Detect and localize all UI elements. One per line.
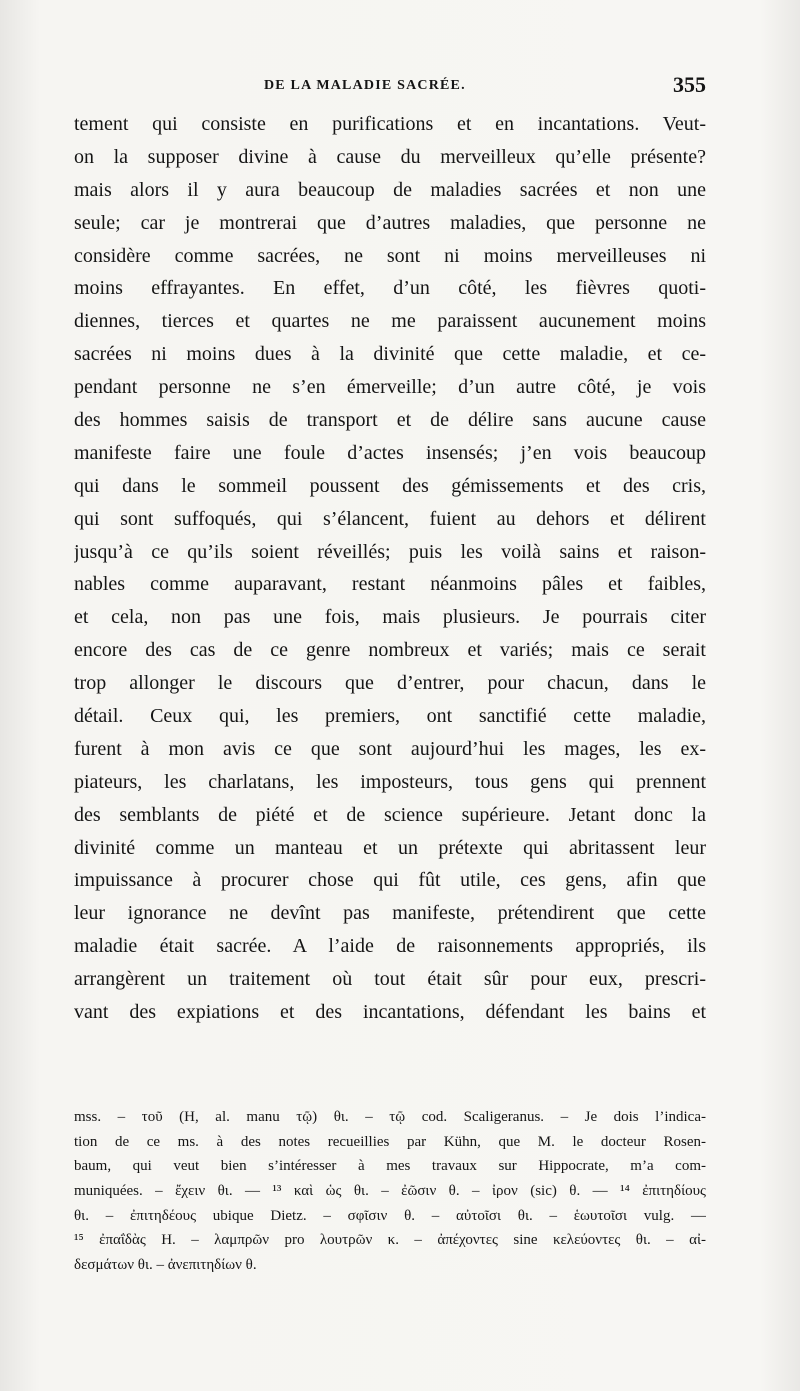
text-line: mais alors il y aura beaucoup de maladies sacrées et non une [74,178,706,201]
text-line: impuissance à procurer chose qui fût utile, ces gens, afin que [74,869,706,892]
text-line: détail. Ceux qui, les premiers, ont sanctifié cette maladie, [74,705,706,728]
text-line: arrangèrent un traitement où tout était sûr pour eux, prescri- [74,968,706,991]
running-header [74,72,706,102]
text-line: piateurs, les charlatans, les imposteurs, tous gens qui prennent [74,770,706,793]
text-line: seule; car je montrerai que d’autres maladies, que personne ne [74,211,706,234]
page-number: 355 [673,72,706,97]
text-line: on la supposer divine à cause du merveilleux qu’elle présente? [74,145,706,168]
footnote-line: δεσμάτων θι. – ἀνεπιτηδίων θ. [74,1257,257,1274]
footnote-line: θι. – ἐπιτηδέους ubique Dietz. – σφῖσιν θ. – αὐτοῖσι θι. – ἑωυτοῖσι vulg. — [74,1207,706,1224]
text-line: vant des expiations et des incantations, défendant les bains et [74,1001,706,1024]
text-line: qui sont suffoqués, qui s’élancent, fuient au dehors et délirent [74,507,706,530]
footnote-line: mss. – τοῦ (H, al. manu τῷ) θι. – τῷ cod. Scaligeranus. – Je dois l’indica- [74,1109,706,1125]
text-line: divinité comme un manteau et un prétexte qui abritassent leur [74,836,706,859]
text-line: pendant personne ne s’en émerveille; d’un autre côté, je vois [74,376,706,399]
text-line: considère comme sacrées, ne sont ni moins merveilleuses ni [74,244,706,267]
text-line: tement qui consiste en purifications et en incantations. Veut- [74,113,706,135]
text-line: qui dans le sommeil poussent des gémissements et des cris, [74,474,706,497]
text-line: furent à mon avis ce que sont aujourd’hui les mages, les ex- [74,737,706,760]
text-line: diennes, tierces et quartes ne me paraissent aucunement moins [74,310,706,333]
text-line: jusqu’à ce qu’ils soient réveillés; puis les voilà sains et raison- [74,540,706,563]
footnote-line: tion de ce ms. à des notes recueillies par Kühn, que M. le docteur Rosen- [74,1133,706,1150]
text-line: encore des cas de ce genre nombreux et variés; mais ce serait [74,639,706,662]
text-line: manifeste faire une foule d’actes insensés; j’en vois beaucoup [74,441,706,464]
text-line: et cela, non pas une fois, mais plusieurs. Je pourrais citer [74,606,706,629]
text-line: leur ignorance ne devînt pas manifeste, prétendirent que cette [74,902,706,925]
main-text [74,108,706,1029]
footnote-line: muniquées. – ἔχειν θι. — ¹³ καὶ ὡς θι. – ἐῶσιν θ. – ἰρον (sic) θ. — ¹⁴ ἐπιτηδίους [74,1183,706,1200]
text-line: des hommes saisis de transport et de délire sans aucune cause [74,409,706,432]
footnote-line: ¹⁵ ἐπαΐδὰς H. – λαμπρῶν pro λουτρῶν κ. – ἀπέχοντες sine κελεύοντες θι. – αἰ- [74,1232,706,1249]
text-line: maladie était sacrée. A l’aide de raisonnements appropriés, ils [74,935,706,958]
footnote-line: baum, qui veut bien s’intéresser à mes travaux sur Hippocrate, m’a com- [74,1158,706,1175]
running-title: DE LA MALADIE SACRÉE. [264,78,466,93]
footnotes [74,1105,706,1278]
text-line: trop allonger le discours que d’entrer, pour chacun, dans le [74,672,706,695]
text-line: sacrées ni moins dues à la divinité que cette maladie, et ce- [74,343,706,366]
text-line: nables comme auparavant, restant néanmoins pâles et faibles, [74,573,706,596]
text-line: moins effrayantes. En effet, d’un côté, les fièvres quoti- [74,277,706,300]
text-line: des semblants de piété et de science supérieure. Jetant donc la [74,803,706,826]
